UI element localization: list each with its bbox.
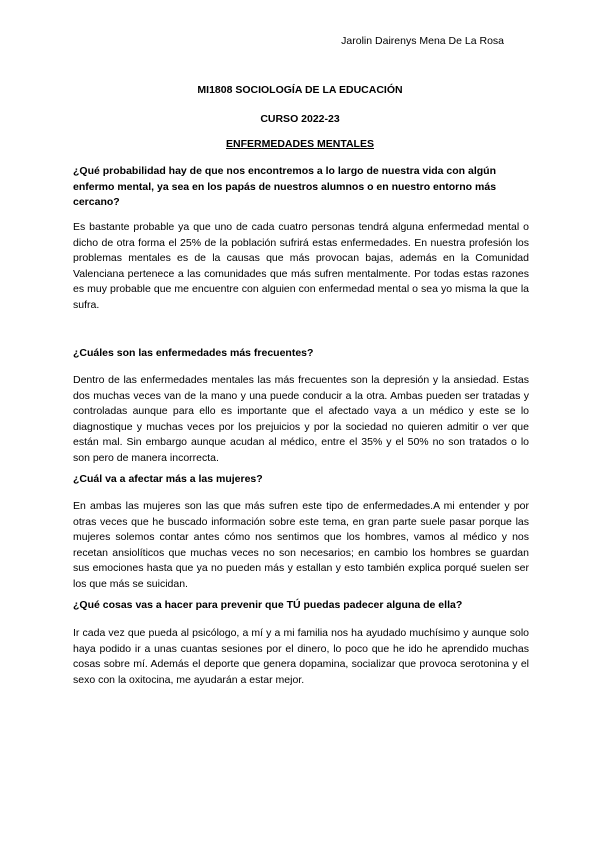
question-4: ¿Qué cosas vas a hacer para prevenir que TÚ puedas padecer alguna de ella? (73, 599, 463, 611)
question-3: ¿Cuál va a afectar más a las mujeres? (73, 473, 263, 485)
answer-2: Dentro de las enfermedades mentales las más frecuentes son la depresión y la ansiedad. Estas dos muchas veces van de la mano y una puede conducir a la otra. Ambas pueden ser tratadas y controladas aunque para ello es importante que el afectado vaya a un médico y este se lo diagnostique y muchas veces por los prejuicios y por la sociedad no quieren admitir o ver que están mal. Sin embargo aunque acudan al médico, entre el 35% y el 50% no son tratados o lo son pero de manera incorrecta. (73, 374, 529, 464)
course-year: CURSO 2022-23 (260, 113, 340, 125)
answer-3: En ambas las mujeres son las que más sufren este tipo de enfermedades.A mi entender y por otras veces que he buscado información sobre este tema, en gran parte suele pasar porque las mujeres solemos contar antes cómo nos sentimos que los hombres, vamos al médico y nos recetan ansiolíticos que muchas veces no son necesarios; en cambio los hombres se guardan sus emociones hasta que ya no pueden más y estallan y esto también explica porqué suelen ser los que más se suicidan. (73, 500, 529, 590)
author-name: Jarolin Dairenys Mena De La Rosa (341, 35, 504, 47)
course-code: MI1808 SOCIOLOGÍA DE LA EDUCACIÓN (197, 84, 403, 96)
question-2: ¿Cuáles son las enfermedades más frecuentes? (73, 347, 314, 359)
document-title: ENFERMEDADES MENTALES (226, 138, 374, 150)
answer-4: Ir cada vez que pueda al psicólogo, a mí y a mi familia nos ha ayudado muchísimo y aunque solo haya podido ir a unas cuantas sesiones por el dinero, lo poco que he ido he aprendido muchas cosas sobre mí. Además el deporte que genera dopamina, socializar que provoca serotonina y el sexo con la oxitocina, me ayudarán a estar mejor. (73, 627, 529, 686)
question-1: ¿Qué probabilidad hay de que nos encontremos a lo largo de nuestra vida con algún enfermo mental, ya sea en los papás de nuestros alumnos o en nuestro entorno más cercano? (73, 165, 497, 208)
answer-1: Es bastante probable ya que uno de cada cuatro personas tendrá alguna enfermedad mental o dicho de otra forma el 25% de la población sufrirá estas enfermedades. En nuestra profesión los problemas mentales es de la causas que más provocan bajas, además en la Comunidad Valenciana pertenece a las comunidades que más sufren mentalmente. Por todas estas razones es muy probable que me encuentre con alguien con enfermedad mental o sea yo misma la que la sufra. (73, 221, 529, 311)
